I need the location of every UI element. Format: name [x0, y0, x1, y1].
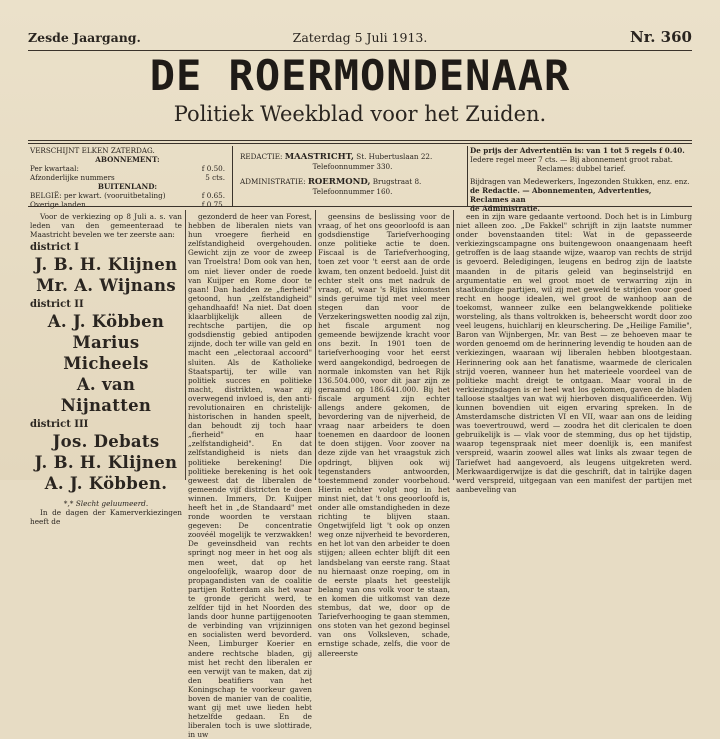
ad-price-line: De prijs der Advertentiën is: van 1 tot 5 regels f 0.40.	[470, 146, 685, 155]
administratie-label: ADMINISTRATIE:	[240, 177, 306, 186]
contributions-line: de Redactie. — Abonnementen, Advertenties, Reclames aan	[470, 186, 652, 204]
price-row	[30, 191, 225, 200]
price-label: Per kwartaal:	[30, 164, 79, 173]
district-heading: district III	[30, 419, 89, 431]
price-value: f 0.65.	[201, 191, 225, 200]
price-row	[30, 173, 225, 182]
advertising-box	[470, 146, 692, 213]
candidate-name: A. J. Köbben.	[44, 474, 168, 494]
article-text: gezonderd de heer van Forest, hebben de liberalen niets van hun vroegere fierheid en zelfstandigheid overgehouden. Gewicht zijn ze voor de zweep van Troelstra! Dom ook van hen, om niet liever onder de roede van Kuijper en Rome door te gaan! Dan hadden ze „fierheid" getoond, hun „zelfstandigheid" gehandhaafd! Na niet. Dat doen klaarblijkelijk alleen de rechtsche partijen, die op godsdienstig gebied antipoden zijnde, doch ter wille van geld en macht een „electoraal accoord" sluiten. Als de Katholieke Staatspartij, ter wille van politiek succes en politieke macht, distrikten, waar zij overwegend invloed is, den anti-revolutionairen en christelijk-historischen in handen speelt, dan behoudt zij toch haar „fierheid" en haar „zelfstandigheid". En dat zelfstandigheid is niets dan politieke berekening! Die politieke berekening is het ook geweest dat de liberalen de gemeende vijf districten te doen winnen. Immers, Dr. Kuijper heeft het in „de Standaard" met ronde woorden te verstaan gegeven: De concentratie zoovéél mogelijk te verzwakken! De geveinsdheid van rechts springt nog meer in het oog als men weet, dat op het ongeloofelijk, waarop door de propagandisten van de coalitie partijen Rotterdam als het waar te gronde gericht werd, te zelfder tijd in het Noorden des lands door hunne partijgenooten de verbinding van vrijzinnigen en socialisten werd bevorderd. Neen, Limburger Koerier en andere rechtsche bladen, gij mist het recht den liberalen er een verwijt van te maken, dat zij den beatifiers van het Koningschap te voorkeur gaven boven de manier van de coalitie, want gij met uwe lieden hebt hetzelfde gedaan. En de liberalen toch is uwe slottirade, in uw	[188, 212, 312, 739]
article-text: een in zijn ware gedaante vertoond. Doch het is in Limburg niet alleen zoo. „De Fakkel" schrijft in zijn laatste nummer onder bovenstaanden titel: Wat in de gepasseerde verkiezingscampagne ons buitengewoon onaangenaam heeft getroffen is de laag staande wijze, waarop van rechts de strijd is gevoerd. Beledigingen, leugens en bedrog zijn de laatste maanden in de pitaris geleid van beginselstrijd en argumentatie en wel groot moet de verwarring zijn in staatkundige partijen, wil zij met geweld te strijden voor goed recht en hooge idealen, wel groot de wanhoop aan de toekomst, wanneer zulke een belangwekkende politieke worsteling, als thans voltrokken is, beheerscht wordt door zoo veel leugens, huichlarij en kleurschering. De „Heilige Familie", Baron van Wijnbergen, Mr. van Best — ze behoeven maar te worden genoemd om de herinnering levendig te houden aan de verkiezingen, waaraan wij liberalen hebben blootgestaan. Herinnering ook aan het fanatisme, waarmede de clericalen strijd voeren, wanneer hun het materieele voordeel van de politieke macht dreigt te ontgaan. Maar vooral in de verkiezingsdagen is er heel wat los gekomen, gaven de bladen talloose staaltjes van wat wij hierboven disqualificeerden. Wij kunnen bovendien uit eigen ervaring spreken. In de Amsterdamsche districten VI en VII, waar aan ons de leiding was toevertrouwd, werd — zoodra het dit clericalen te doen gebruikelijk is — vlak voor de stemming, dus op het tijdstip, waarop tegenspraak niet meer doenlijk is, een manifest verspreid, waarin zoowel alles wat links als zwaar tegen de Tariefwet had aangevoerd, als leugens uitgekreten werd. Merkwaardigerwijze is dat die geschrift, dat in talrijke dagen werd verspreid, uitgegaan van een manifest der partijen met aanbeveling van	[456, 212, 692, 494]
article-text: geensins de beslissing voor de vraag, of het ons geoorloofd is aan godsdienstige Tariefverhooging onze politieke actie te doen. Fiscaal is de Tariefverhooging, toen zet voor 't eerst aan de orde kwam, ten onzent bedoeld. Juist dit echter stelt ons met nadruk de vraag, of, waar 's Rijks inkomsten sinds geruime tijd met veel meer stegen dan voor de Verzekeringswetten noodig zal zijn, het fiscale argument nog gemeende bewijzende kracht voor ons bezit. In 1901 toen de tariefverhooging voor het eerst werd aangekondigd, bedroegen de normale inkomsten van het Rijk 136.504.000, voor dit jaar zijn ze geraamd op 186.641.000. Bij het fiscale argument zijn echter allengs andere gekomen, de bevordering van de nijverheid, de vraag naar arbeiders te doen toenemen en daardoor de loonen te doen stijgen. Voor zoover na deze zijde van het vraagstuk zich opdringt, blijven ook wij tegenstanders antwoorden, toestemmend zonder voorbehoud. Hierin echter volgt nog in het minst niet, dat 't ons geoorloofd is, onder alle omstandigheden in deze richting te blijven staan. Ongetwijfeld ligt 't ook op onzen weg onze nijverheid te bevorderen, en het lot van den arbeider te doen stijgen; alleen echter blijft dit een landsbelang van eerste rang. Staat nu hiernaast onze roeping, om in de eerste plaats het geestelijk belang van ons volk voor te staan, en komen die uitkomst van deze stembus, dat we, door op de Tariefverhooging te gaan stemmen, ons stoten van het gezond beginsel van ons Volksleven, schade, ernstige schade, zelfs, die voor de allereerste	[318, 212, 450, 658]
issue-number: Nr. 360	[630, 28, 692, 46]
masthead-rule-top	[28, 140, 692, 141]
redactie-label: REDACTIE:	[240, 152, 283, 161]
abonnement-heading: ABONNEMENT:	[95, 155, 160, 164]
address-box	[240, 146, 465, 206]
administratie-address	[240, 177, 465, 187]
body-rule	[28, 206, 692, 207]
column-note: *,* Slecht geluumeerd.	[63, 499, 149, 509]
column-divider	[185, 210, 186, 480]
redactie-address	[240, 152, 465, 162]
candidate-name: Mr. A. Wijnans	[36, 276, 176, 296]
price-row	[30, 164, 225, 173]
price-value: f 0.50.	[201, 164, 225, 173]
price-label: Overige landen	[30, 200, 86, 209]
candidate-name: A. van Nijnatten	[60, 375, 152, 416]
price-value: f 0.75.	[201, 200, 225, 209]
info-divider	[467, 146, 468, 206]
district-heading: district II	[30, 299, 84, 311]
candidate-column	[30, 212, 182, 527]
redactie-street: St. Hubertuslaan 22.	[356, 152, 433, 161]
price-row	[30, 200, 225, 209]
article-column-4	[456, 212, 692, 494]
article-start: In de dagen der Kamerverkiezingen heeft de	[30, 508, 182, 527]
ad-price-line: Reclames: dubbel tarief.	[536, 164, 626, 173]
column-divider	[453, 210, 454, 480]
issue-date: Zaterdag 5 Juli 1913.	[292, 30, 428, 45]
administratie-phone: Telefoonnummer 160.	[312, 187, 393, 196]
district-heading: district I	[30, 242, 79, 254]
masthead-rule-bottom	[28, 143, 692, 144]
ad-price-line: Iedere regel meer 7 cts. — Bij abonnement groot rabat.	[470, 155, 673, 164]
candidate-name: Marius Micheels	[63, 333, 149, 374]
article-column-3	[318, 212, 450, 658]
column-divider	[315, 210, 316, 480]
redactie-phone: Telefoonnummer 330.	[312, 162, 393, 171]
administratie-street: Brugstraat 8.	[372, 177, 422, 186]
price-value: 5 cts.	[205, 173, 225, 182]
info-divider	[232, 146, 233, 206]
buitenland-heading: BUITENLAND:	[97, 182, 158, 191]
contributions-line: de Administratie.	[470, 204, 540, 213]
administratie-city: ROERMOND,	[307, 177, 371, 187]
candidate-name: J. B. H. Klijnen	[34, 453, 178, 473]
article-column-2	[188, 212, 312, 739]
candidate-name: J. B. H. Klijnen	[34, 255, 178, 275]
candidate-intro: Voor de verkiezing op 8 Juli a. s. van leden van den gemeenteraad te Maastricht bevelen we ter zeerste aan:	[30, 212, 182, 240]
price-label: Afzonderlijke nummers	[30, 173, 115, 182]
contributions-line: Bijdragen van Medewerkers, Ingezonden Stukken, enz. enz.	[470, 177, 690, 186]
subscription-box	[30, 146, 225, 209]
publication-frequency: VERSCHIJNT ELKEN ZATERDAG.	[30, 146, 155, 155]
candidate-name: Jos. Debats	[52, 432, 160, 452]
price-label: BELGIË: per kwart. (vooruitbetaling)	[30, 191, 166, 200]
redactie-city: MAASTRICHT,	[284, 152, 354, 162]
newspaper-subtitle: Politiek Weekblad voor het Zuiden.	[173, 102, 547, 126]
volume-label: Zesde Jaargang.	[28, 30, 141, 45]
newspaper-title: DE ROERMONDENAAR	[149, 51, 571, 100]
candidate-name: A. J. Köbben	[47, 312, 165, 332]
header-line	[28, 26, 692, 50]
